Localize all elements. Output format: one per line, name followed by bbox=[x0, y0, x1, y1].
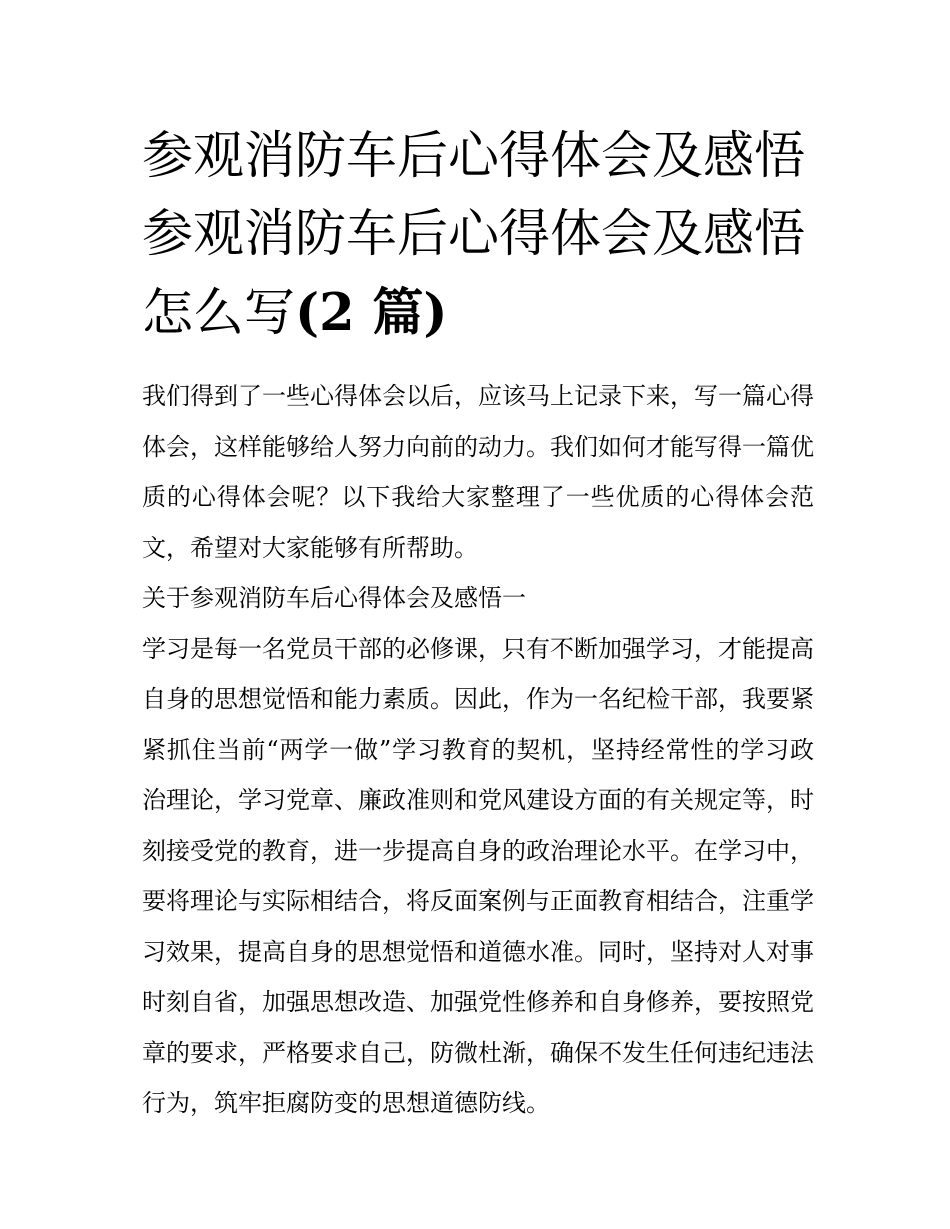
section-heading: 关于参观消防车后心得体会及感悟一 bbox=[142, 584, 526, 612]
title-line-3-prefix: 怎么写 bbox=[142, 284, 296, 343]
title-line-2: 参观消防车后心得体会及感悟 bbox=[142, 205, 806, 264]
document-page bbox=[142, 118, 814, 1129]
body-paragraph: 学习是每一名党员干部的必修课，只有不断加强学习，才能提高自身的思想觉悟和能力素质。因此，作为一名纪检干部，我要紧紧抓住当前“两学一做”学习教育的契机，坚持经常性的学习政治理论，学习党章、廉政准则和党风建设方面的有关规定等，时刻接受党的教育，进一步提高自身的政治理论水平。在学习中，要将理论与实际相结合，将反面案例与正面教育相结合，注重学习效果，提高自身的思想觉悟和道德水准。同时，坚持对人对事时刻自省，加强思想改造、加强党性修养和自身修养，要按照党章的要求，严格要求自己，防微杜渐，确保不发生任何违纪违法行为，筑牢拒腐防变的思想道德防线。 bbox=[142, 634, 814, 1117]
title-line-3-suffix: (2 篇) bbox=[295, 283, 448, 343]
intro-paragraph: 我们得到了一些心得体会以后，应该马上记录下来，写一篇心得体会，这样能够给人努力向前的动力。我们如何才能写得一篇优质的心得体会呢？以下我给大家整理了一些优质的心得体会范文，希望对大家能够有所帮助。 bbox=[142, 382, 814, 562]
document-title bbox=[142, 118, 814, 353]
title-line-1: 参观消防车后心得体会及感悟 bbox=[142, 127, 806, 186]
